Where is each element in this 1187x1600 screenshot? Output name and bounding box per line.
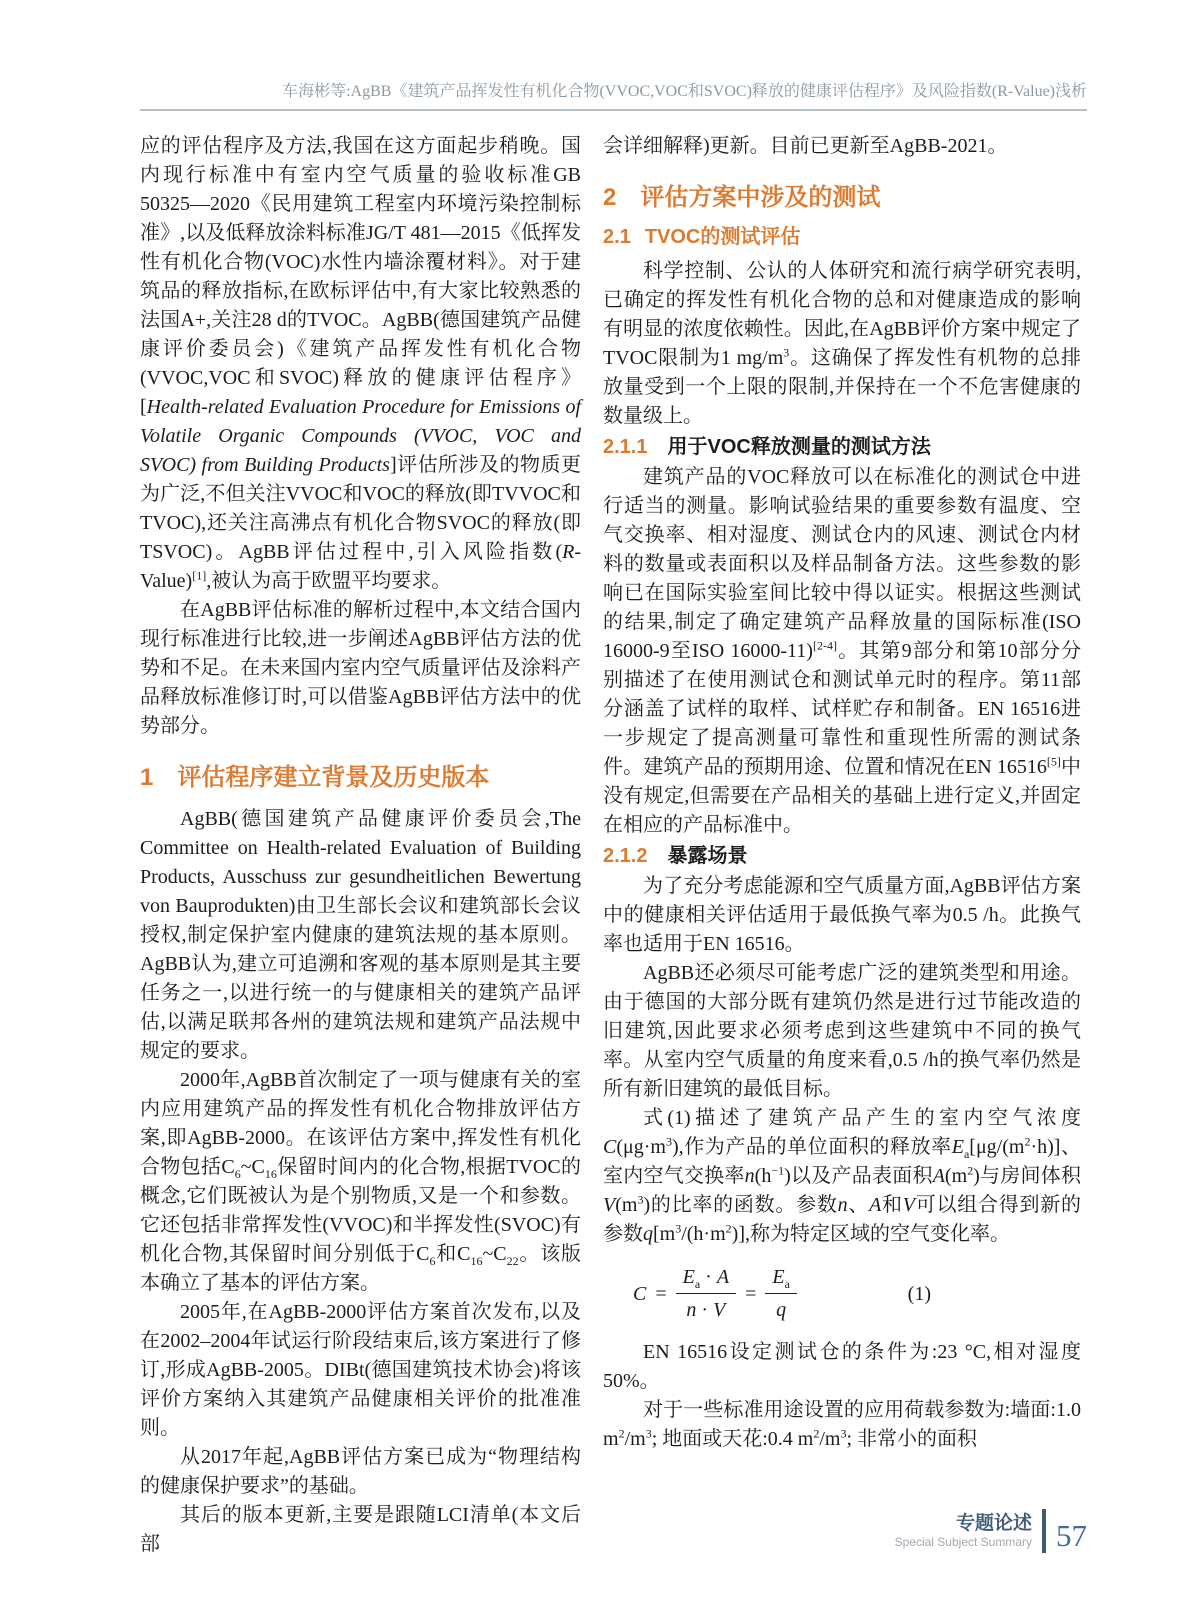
subsection-heading-2-1 (603, 225, 1081, 249)
formula-fraction-2 (765, 1265, 797, 1322)
paragraph: 对于一些标准用途设置的应用荷载参数为:墙面:1.0 $m^2/m^3$; 地面或天花:0.4 $m^2/m^3$; 非常小的面积 (603, 1399, 1081, 1450)
section-heading-2 (603, 185, 1081, 211)
section-heading-1 (140, 765, 581, 791)
content-columns (140, 132, 1081, 1559)
subsubsection-heading-2-1-2 (603, 843, 1081, 869)
paragraph: AgBB(德国建筑产品健康评价委员会,The Committee on Health-related Evaluation of Building Products, Ausschuss zur gesundheitlichen Bewertung von Bauprodukten)由卫生部长会议和建筑部长会议授权,制定保护室内健康的建筑法规的基本原则。AgBB认为,建立可追溯和客观的基本原则是其主要任务之一,以进行统一的与健康相关的建筑产品评估,以满足联邦各州的建筑法规和建筑产品法规中规定的要求。 (140, 808, 581, 1062)
formula-equals: = (745, 1282, 757, 1305)
paragraph: 建筑产品的VOC释放可以在标准化的测试仓中进行适当的测量。影响试验结果的重要参数有温度、空气交换率、相对湿度、测试仓内的风速、测试仓内材料的数量或表面积以及样品制备方法。这些参数的影响已在国际实验室间比较中得以证实。根据这些测试的结果,制定了确定建筑产品释放量的国际标准(ISO 16000-9至ISO 16000-11)[2-4]。其第9部分和第10部分分别描述了在使用测试仓和测试单元时的程序。第11部分涵盖了试样的取样、试样贮存和制备。EN 16516进一步规定了提高测量可靠性和重现性所需的测试条件。建筑产品的预期用途、位置和情况在EN 16516[5]中没有规定,但需要在产品相关的基础上进行定义,并固定在相应的产品标准中。 (603, 466, 1082, 836)
paragraph: 其后的版本更新,主要是跟随LCI清单(本文后部 (140, 1504, 581, 1555)
paragraph: AgBB还必须尽可能考虑广泛的建筑类型和用途。由于德国的大部分既有建筑仍然是进行过节能改造的旧建筑,因此要求必须考虑到这些建筑中不同的换气率。从室内空气质量的角度来看,0.5 /h的换气率仍然是所有新旧建筑的最低目标。 (603, 962, 1081, 1100)
section-number: 1 (140, 764, 154, 791)
right-column (603, 132, 1081, 1559)
formula-fraction-1 (676, 1265, 736, 1322)
paragraph: 为了充分考虑能源和空气质量方面,AgBB评估方案中的健康相关评估适用于最低换气率为0.5 /h。此换气率也适用于EN 16516。 (603, 875, 1081, 955)
fraction-numerator: $E_a \cdot A$ (676, 1265, 736, 1294)
paragraph: EN 16516设定测试仓的条件为:23 °C,相对湿度50%。 (603, 1341, 1081, 1392)
section-title: 评估程序建立背景及历史版本 (177, 764, 490, 791)
fraction-denominator: q (776, 1299, 787, 1321)
page-footer (895, 1508, 1087, 1554)
subsubsection-title: 用于VOC释放测量的测试方法 (667, 436, 931, 458)
footer-divider (1042, 1509, 1046, 1553)
paragraph: 2005年,在AgBB-2000评估方案首次发布,以及在2002–2004年试运行阶段结束后,该方案进行了修订,形成AgBB-2005。DIBt(德国建筑技术协会)将该评价方案纳入其建筑产品健康相关评价的批准准则。 (140, 1301, 581, 1439)
footer-section-name-en: Special Subject Summary (894, 1534, 1032, 1549)
equation-1 (633, 1265, 1081, 1322)
formula-lhs: C (633, 1282, 647, 1305)
footer-page-number: 57 (1056, 1518, 1087, 1553)
formula-equals: = (655, 1282, 667, 1305)
subsection-number: 2.1 (603, 226, 631, 248)
subsubsection-number: 2.1.2 (603, 845, 648, 867)
subsection-title: TVOC的测试评估 (644, 226, 801, 248)
equation-number: (1) (907, 1282, 931, 1305)
subsubsection-heading-2-1-1 (603, 434, 1081, 460)
footer-section-name-cn: 专题论述 (955, 1512, 1032, 1534)
paragraph: 式(1)描述了建筑产品产生的室内空气浓度$C(\mu g\cdot m^3)$,作为产品的单位面积的释放率$E_a[\mu g/(m^2\cdot h)]$、室内空气交换率$n(h^{-1})$以及产品表面积$A(m^2)$与房间体积$V(m^3)$的比率的函数。参数n、A和V可以组合得到新的参数$q[m^3/(h\cdot m^2)]$,称为特定区域的空气变化率。 (603, 1107, 1081, 1245)
left-column (140, 132, 581, 1559)
paragraph: 2000年,AgBB首次制定了一项与健康有关的室内应用建筑产品的挥发性有机化合物排放评估方案,即AgBB-2000。在该评估方案中,挥发性有机化合物包括$C_6\sim C_{16}$保留时间内的化合物,根据TVOC的概念,它们既被认为是个别物质,又是一个和参数。它还包括非常挥发性(VVOC)和半挥发性(SVOC)有机化合物,其保留时间分别低于$C_6$和$C_{16}\sim C_{22}$。该版本确立了基本的评估方案。 (140, 1069, 581, 1294)
fraction-denominator: n · V (686, 1299, 726, 1321)
paragraph: 会详细解释)更新。目前已更新至AgBB-2021。 (603, 135, 1008, 157)
paragraph: 从2017年起,AgBB评估方案已成为“物理结构的健康保护要求”的基础。 (140, 1446, 581, 1497)
section-title: 评估方案中涉及的测试 (640, 184, 881, 211)
paragraph: 应的评估程序及方法,我国在这方面起步稍晚。国内现行标准中有室内空气质量的验收标准GB 50325—2020《民用建筑工程室内环境污染控制标准》,以及低释放涂料标准JG/T 481—2015《低挥发性有机化合物(VOC)水性内墙涂覆材料》。对于建筑品的释放指标,在欧标评估中,有大家比较熟悉的法国A+,关注28 d的TVOC。AgBB(德国建筑产品健康评价委员会)《建筑产品挥发性有机化合物(VVOC,VOC和SVOC)释放的健康评估程序》[Health-related Evaluation Procedure for Emissions of Volatile Organic Compounds (VVOC, VOC and SVOC) from Building Products]评估所涉及的物质更为广泛,不但关注VVOC和VOC的释放(即TVVOC和TVOC),还关注高沸点有机化合物SVOC的释放(即TSVOC)。AgBB评估过程中,引入风险指数(R-Value)[1],被认为高于欧盟平均要求。 (140, 135, 581, 592)
paragraph: 科学控制、公认的人体研究和流行病学研究表明,已确定的挥发性有机化合物的总和对健康造成的影响有明显的浓度依赖性。因此,在AgBB评价方案中规定了TVOC限制为1 $mg/m^3$。这确保了挥发性有机物的总排放量受到一个上限的限制,并保持在一个不危害健康的数量级上。 (603, 260, 1081, 427)
header-rule (140, 109, 1087, 111)
page-header (140, 82, 1087, 111)
running-head-title: 车海彬等:AgBB《建筑产品挥发性有机化合物(VVOC,VOC和SVOC)释放的健康评估程序》及风险指数(R-Value)浅析 (282, 83, 1087, 100)
subsubsection-number: 2.1.1 (603, 436, 648, 458)
subsubsection-title: 暴露场景 (667, 845, 748, 867)
fraction-numerator: $E_a$ (765, 1265, 797, 1294)
paragraph: 在AgBB评估标准的解析过程中,本文结合国内现行标准进行比较,进一步阐述AgBB评估方法的优势和不足。在未来国内室内空气质量评估及涂料产品释放标准修订时,可以借鉴AgBB评估方法中的优势部分。 (140, 599, 581, 737)
section-number: 2 (603, 184, 617, 211)
footer-section-labels (895, 1513, 1032, 1550)
